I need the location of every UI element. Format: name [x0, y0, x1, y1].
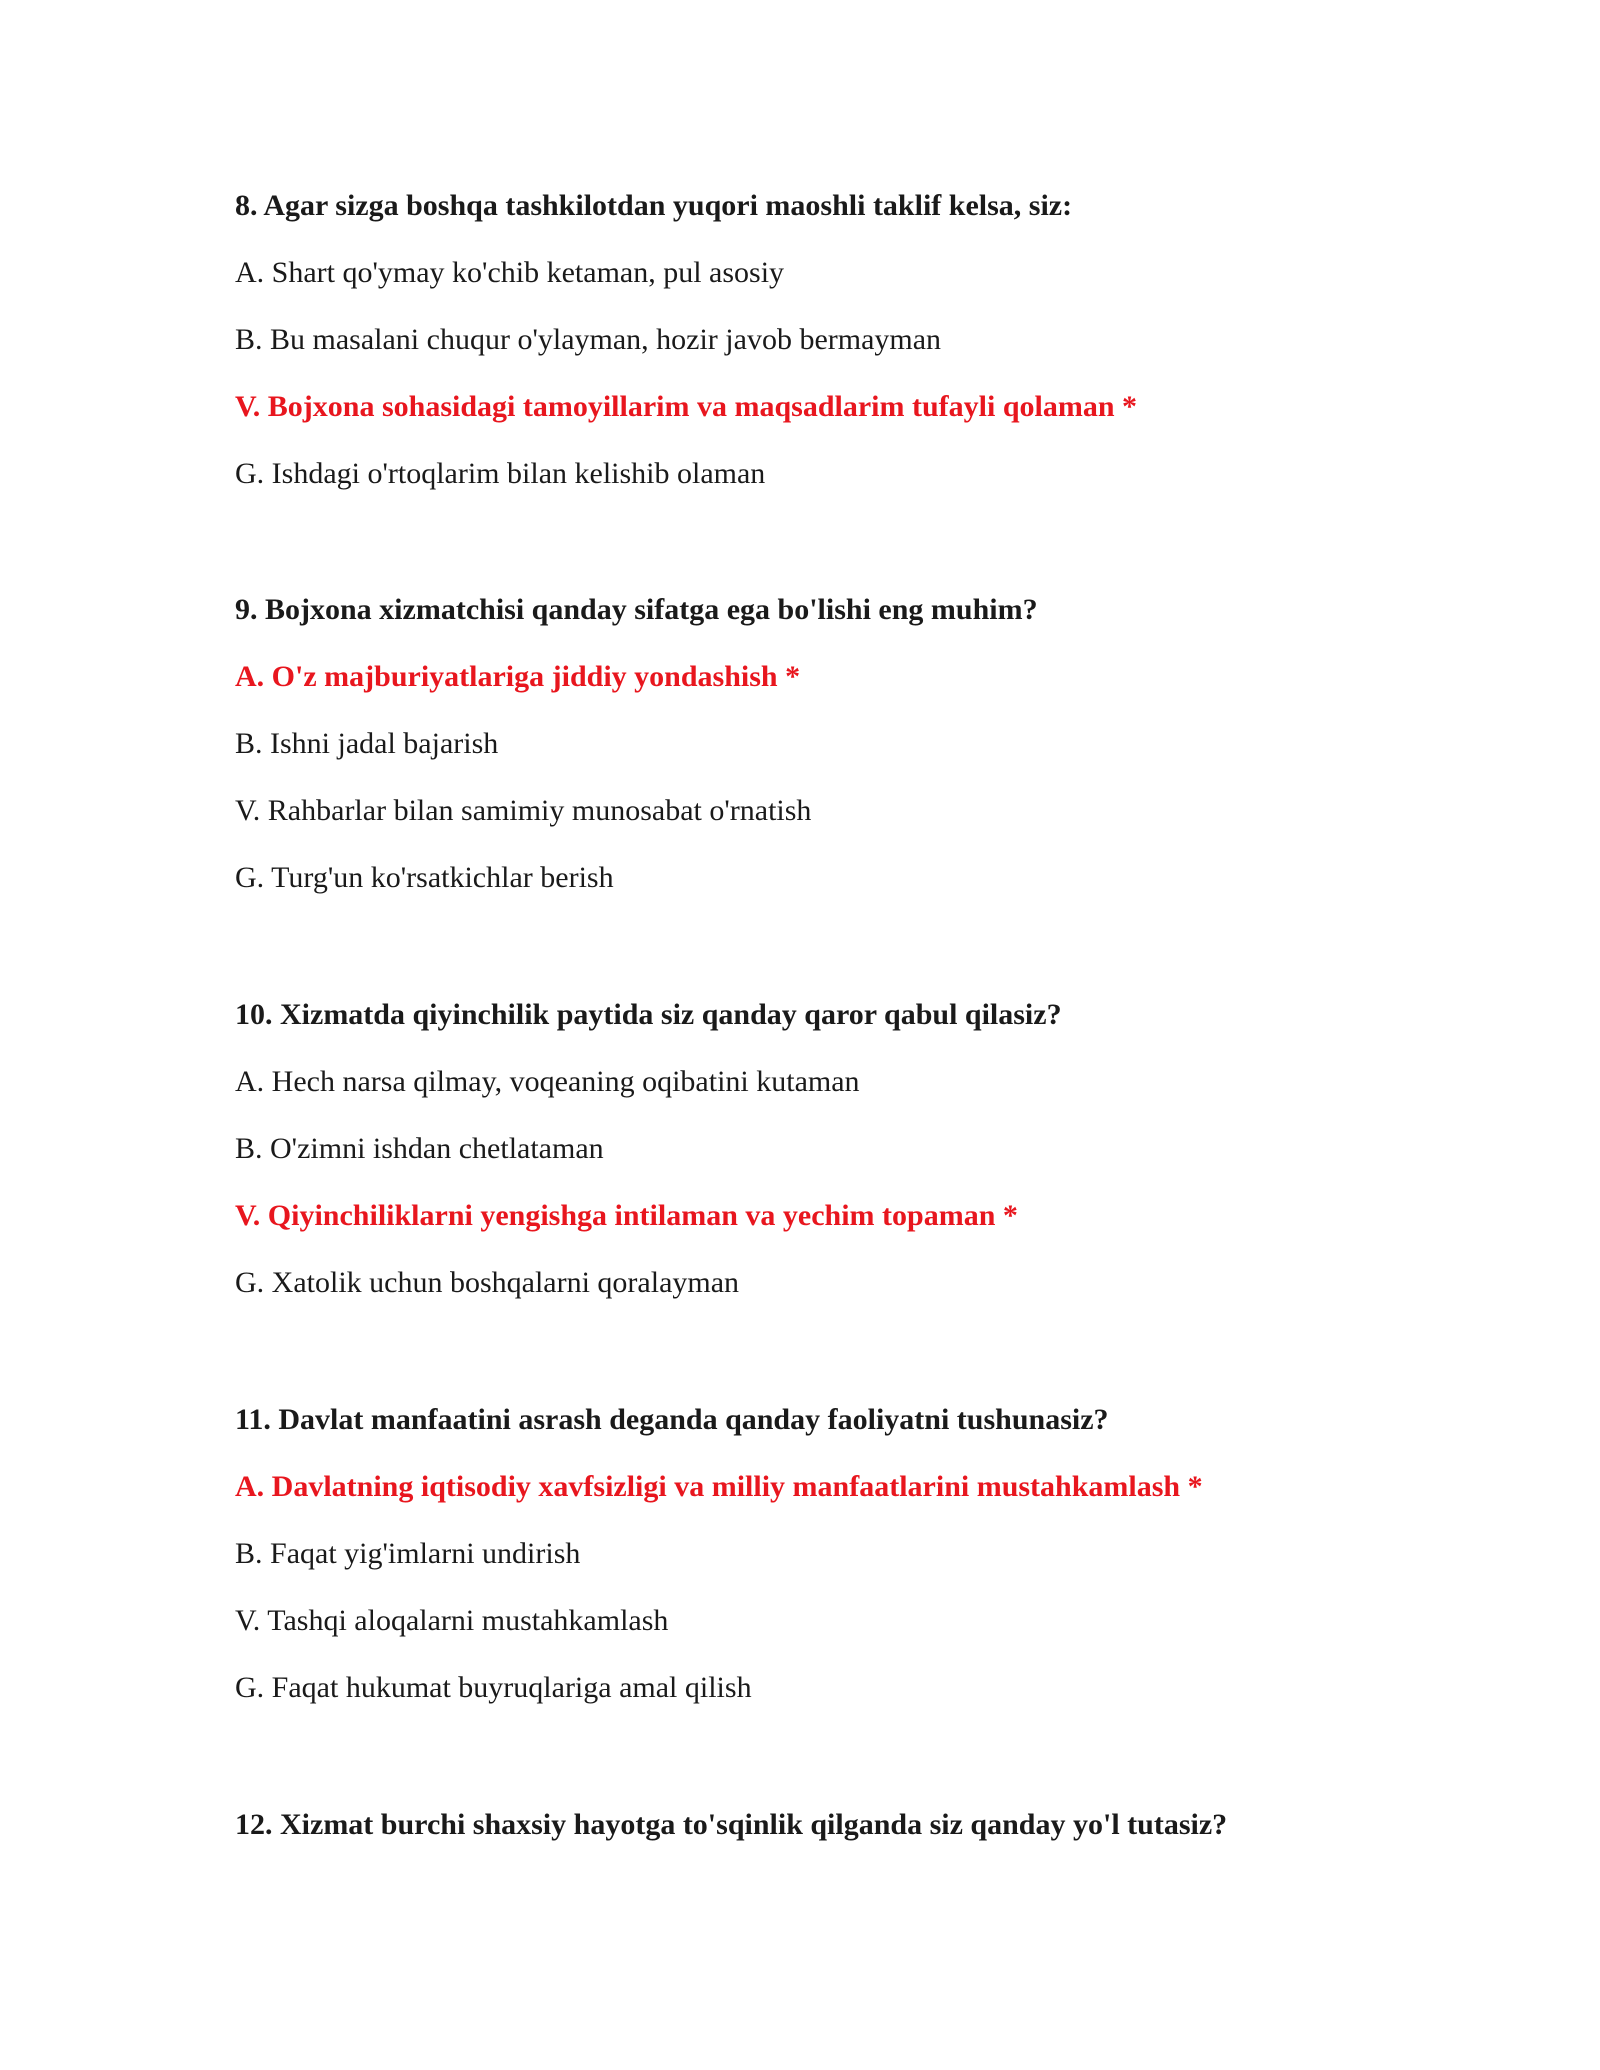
- option-b: B. O'zimni ishdan chetlataman: [235, 1132, 604, 1165]
- question-8: [235, 188, 1435, 492]
- option-b: B. Ishni jadal bajarish: [235, 727, 499, 760]
- option-g: G. Turg'un ko'rsatkichlar berish: [235, 861, 614, 894]
- question-10: [235, 997, 1435, 1301]
- option-a-correct: A. O'z majburiyatlariga jiddiy yondashish *: [235, 660, 801, 693]
- option-a: A. Shart qo'ymay ko'chib ketaman, pul asosiy: [235, 256, 785, 289]
- question-12: [235, 1807, 1435, 1843]
- question-11: [235, 1402, 1435, 1706]
- question-text: 12. Xizmat burchi shaxsiy hayotga to'sqinlik qilganda siz qanday yo'l tutasiz?: [235, 1808, 1228, 1841]
- option-b: B. Faqat yig'imlarni undirish: [235, 1537, 581, 1570]
- option-g: G. Faqat hukumat buyruqlariga amal qilish: [235, 1671, 752, 1704]
- question-9: [235, 592, 1435, 896]
- option-g: G. Ishdagi o'rtoqlarim bilan kelishib olaman: [235, 457, 766, 490]
- question-text: 10. Xizmatda qiyinchilik paytida siz qanday qaror qabul qilasiz?: [235, 998, 1062, 1031]
- option-a: A. Hech narsa qilmay, voqeaning oqibatini kutaman: [235, 1065, 860, 1098]
- option-g: G. Xatolik uchun boshqalarni qoralayman: [235, 1266, 740, 1299]
- option-v: V. Tashqi aloqalarni mustahkamlash: [235, 1604, 669, 1637]
- option-b: B. Bu masalani chuqur o'ylayman, hozir javob bermayman: [235, 323, 942, 356]
- option-a-correct: A. Davlatning iqtisodiy xavfsizligi va milliy manfaatlarini mustahkamlash *: [235, 1470, 1203, 1503]
- question-text: 11. Davlat manfaatini asrash deganda qanday faoliyatni tushunasiz?: [235, 1403, 1109, 1436]
- question-text: 8. Agar sizga boshqa tashkilotdan yuqori maoshli taklif kelsa, siz:: [235, 189, 1073, 222]
- option-v-correct: V. Qiyinchiliklarni yengishga intilaman va yechim topaman *: [235, 1199, 1018, 1232]
- option-v-correct: V. Bojxona sohasidagi tamoyillarim va maqsadlarim tufayli qolaman *: [235, 390, 1138, 423]
- question-text: 9. Bojxona xizmatchisi qanday sifatga ega bo'lishi eng muhim?: [235, 593, 1038, 626]
- option-v: V. Rahbarlar bilan samimiy munosabat o'rnatish: [235, 794, 812, 827]
